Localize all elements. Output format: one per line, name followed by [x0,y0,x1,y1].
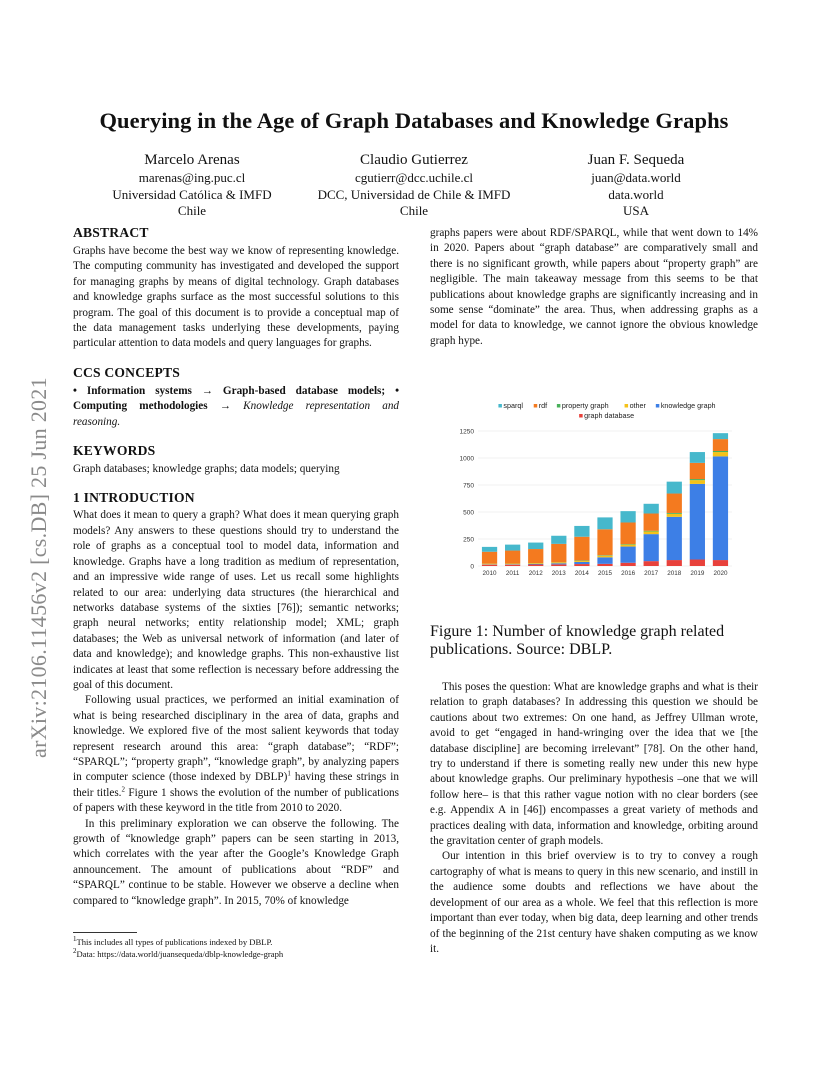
footnote-2 [73,948,399,960]
bar-segment [667,514,682,517]
paper-title: Querying in the Age of Graph Databases and Knowledge Graphs [99,108,729,133]
legend-label: knowledge graph [660,401,716,410]
footnote-ref-2: 2 [121,785,125,794]
bar-segment [644,514,659,531]
x-tick-label: 2020 [713,570,728,577]
author-country: Chile [399,203,429,218]
author-email: juan@data.world [591,170,681,185]
legend-swatch [579,414,583,418]
y-tick-label: 250 [463,536,474,544]
intro-p2-text-a: Following usual practices, we performed an initial examination of what is being researched disciplinary in the area of data, graphs and knowledge. We explored five of the most salient keywords that today represent research around this area: “graph database”; “RDF”; “SPARQL”; “property graph”, “knowledge graph”, by analyzing papers in computer science (those indexed by DBLP) [73,694,399,784]
author-email: marenas@ing.puc.cl [138,170,246,185]
bar-segment [667,494,682,513]
bar-segment [644,561,659,566]
x-tick-label: 2011 [505,570,520,577]
intro-heading: 1 INTRODUCTION [73,490,195,506]
bar-segment [482,552,497,564]
y-tick-label: 1250 [459,428,474,436]
bar-segment [482,564,497,565]
x-tick-label: 2010 [482,570,497,577]
bar-segment [667,560,682,566]
right-paragraph-1: graphs papers were about RDF/SPARQL, while that went down to 14% in 2020. Papers about “graph database” are comparatively small and there is no significant growth, while papers about “property graph” are negligible. The main takeaway message from this seems to be that publications about knowledge graphs are significantly increasing and in some sense “dominate” the area. Thus, when addressing graphs as a model for data to knowledge, we cannot ignore the obvious knowledge graph hype. [430,227,758,347]
author-name: Juan F. Sequeda [587,152,685,168]
bar-segment [528,563,543,564]
bar-segment [551,536,566,544]
legend-swatch [557,404,561,408]
right-column-top [430,226,758,349]
bar-segment [690,480,705,484]
bar-segment [574,564,589,566]
bar-segment [713,439,728,451]
bar-segment [551,562,566,563]
bar-segment [551,563,566,564]
x-tick-label: 2018 [667,570,682,577]
figure-1-chart [448,388,744,588]
author-affiliation: data.world [608,186,664,202]
right-column-bottom [430,680,758,957]
bar-segment [690,463,705,479]
bar-segment [620,544,635,545]
x-tick-label: 2016 [621,570,636,577]
bar-segment [597,564,612,566]
footnote-number: 2 [73,947,77,956]
bar-segment [574,537,589,561]
bar-segment [644,531,659,532]
x-tick-label: 2017 [644,570,659,577]
right-paragraph-3: Our intention in this brief overview is to try to convey a rough cartography of what is means to query in this new scenario, and instill in the audience some doubts and reflections we have about the development of our area as a whole. We feel that this reflection is more important than ever today, when big data, deep learning and other trends of the beginning of the 21st century have shaken computing as we know it. [430,850,758,955]
bar-segment [620,522,635,544]
author-name: Marcelo Arenas [144,152,240,168]
x-tick-label: 2013 [551,570,566,577]
y-tick-label: 1000 [459,455,474,463]
author-block-2 [294,150,534,220]
bar-segment [713,560,728,566]
bar-segment [620,545,635,547]
bar-segment [620,511,635,522]
abstract-heading: ABSTRACT [73,225,149,240]
bar-segment [690,484,705,560]
legend-swatch [498,404,502,408]
x-tick-label: 2014 [574,570,589,577]
bar-segment [551,564,566,566]
bar-segment [505,551,520,564]
bar-segment [597,556,612,558]
stacked-bar-chart [448,388,744,588]
bar-segment [644,531,659,534]
bar-segment [597,557,612,563]
legend-label: sparql [503,401,524,410]
author-block-3 [516,150,756,220]
author-country: Chile [177,203,207,218]
bar-segment [505,545,520,551]
bar-segment [597,529,612,555]
keywords-text: Graph databases; knowledge graphs; data models; querying [73,463,340,476]
bar-segment [482,565,497,566]
ccs-text [73,384,399,430]
author-email: cgutierr@dcc.uchile.cl [354,170,474,185]
arxiv-stamp: arXiv:2106.11456v2 [cs.DB] 25 Jun 2021 [26,377,51,758]
intro-p2-text-c: Figure 1 shows the evolution of the number of publications of papers with these keyword in the title from 2010 to 2020. [73,786,399,815]
x-tick-label: 2019 [690,570,705,577]
legend-swatch [656,404,660,408]
bar-segment [644,534,659,561]
author-block-1 [72,150,312,220]
bar-segment [528,564,543,566]
legend-swatch [534,404,538,408]
intro-paragraph-2 [73,693,399,816]
legend-label: property graph [561,401,609,410]
bar-segment [528,564,543,565]
bar-segment [690,452,705,463]
y-tick-label: 750 [463,482,474,490]
bar-segment [528,549,543,563]
footnote-1 [73,936,399,948]
ccs-heading: CCS CONCEPTS [73,364,181,380]
bar-segment [505,565,520,566]
bar-segment [713,433,728,439]
bar-segment [620,563,635,566]
keywords-heading: KEYWORDS [73,443,156,459]
author-name: Claudio Gutierrez [360,152,468,168]
bar-segment [667,482,682,494]
bar-segment [713,451,728,452]
bar-segment [690,560,705,566]
bar-segment [667,513,682,514]
author-country: USA [622,203,649,218]
x-tick-label: 2012 [528,570,543,577]
bar-segment [551,544,566,562]
bar-segment [505,564,520,565]
left-column [73,225,399,909]
bar-segment [482,547,497,552]
author-affiliation: DCC, Universidad de Chile & IMFD [317,186,511,202]
right-paragraph-2: This poses the question: What are knowledge graphs and what is their relation to graph databases? In addressing this question we should be cautions about two extremes: On one hand, as Jeffrey Ullman wrote, avoid to get “engaged in hand-wringing over the idea that we [the database discipline] are becoming irrelevant” [78]. On the other hand, try to understand if there is someting really new under this new hype about knowledge graphs. Our preliminary hypothesis –one that we will follow here– is that this rather vague notion with no clear borders (see e.g. Appendix A in [46]) encompasses a great variety of methods and practices dealing with data, information and knowledge, orbiting around the gravitation center of graph models. [430,681,758,848]
footnote-text: This includes all types of publications indexed by DBLP. [76,937,273,947]
abstract-text: Graphs have become the best way we know of representing knowledge. The computing community has investigated and developed the support for managing graphs by means of digital technology. Graph databases and knowledge graphs surface as the most successful solutions to this program. The goal of this document is to provide a conceptual map of the data management tasks underlying these developments, paying particular attention to data models and query languages for graphs. [73,245,399,350]
y-tick-label: 0 [470,563,474,571]
x-tick-label: 2015 [597,570,613,577]
figure-caption: Figure 1: Number of knowledge graph related publications. Source: DBLP. [430,623,725,658]
intro-p2-text-b: having these strings in their titles. [73,771,399,799]
bar-segment [597,555,612,556]
bar-segment [667,517,682,560]
bar-segment [528,543,543,549]
bar-segment [574,526,589,537]
intro-paragraph-3: In this preliminary exploration we can observe the following. The growth of “knowledge graph” papers can be seen starting in 2013, which correlates with the year after the Google’s Knowledge Graph announcement. The amount of publications about “RDF” and “SPARQL” continue to be stable. However we observe a decline when compared to “knowledge graph”. In 2015, 70% of knowledge [73,817,399,907]
bar-segment [620,547,635,563]
footnote-text: Data: https://data.world/juansequeda/dblp-knowledge-graph [76,949,284,959]
footnote-rule [73,932,137,933]
y-tick-label: 500 [463,509,474,517]
bar-segment [644,504,659,514]
legend-label: rdf [538,401,548,410]
bar-segment [574,562,589,564]
bar-segment [713,456,728,560]
bar-segment [597,517,612,529]
bar-segment [690,479,705,480]
footnotes [73,932,399,960]
ccs-concepts-bold: • Information systems → Graph-based database models; • Computing methodologies [73,384,399,413]
footnote-number: 1 [73,935,77,944]
ccs-concepts-italic: → Knowledge representation and reasoning. [73,400,400,428]
legend-swatch [625,404,629,408]
legend-label: graph database [584,411,635,420]
author-affiliation: Universidad Católica & IMFD [112,186,272,202]
legend-label: other [629,401,646,410]
bar-segment [713,452,728,456]
footnote-ref-1: 1 [287,769,291,778]
bar-segment [574,561,589,562]
intro-paragraph-1: What does it mean to query a graph? What does it mean querying graph models? Any answers to these questions should try to understand the role of graphs as a conceptual tool to model data, information and knowledge. Graphs have a long tradition as medium of representation, and an impressive wide range of uses. Let us recall some highlights related to our area: underlying data structures (the hierarchical and networks database systems of the sixties [76]); semantic networks; graph neural networks; entity relationship model; XML; graph databases; the Web as universal network of information (and later of data and knowledge); and knowledge graphs. This non-exhaustive list indicates at least that some reflection is necessary before addressing the goal of this document. [73,509,399,691]
